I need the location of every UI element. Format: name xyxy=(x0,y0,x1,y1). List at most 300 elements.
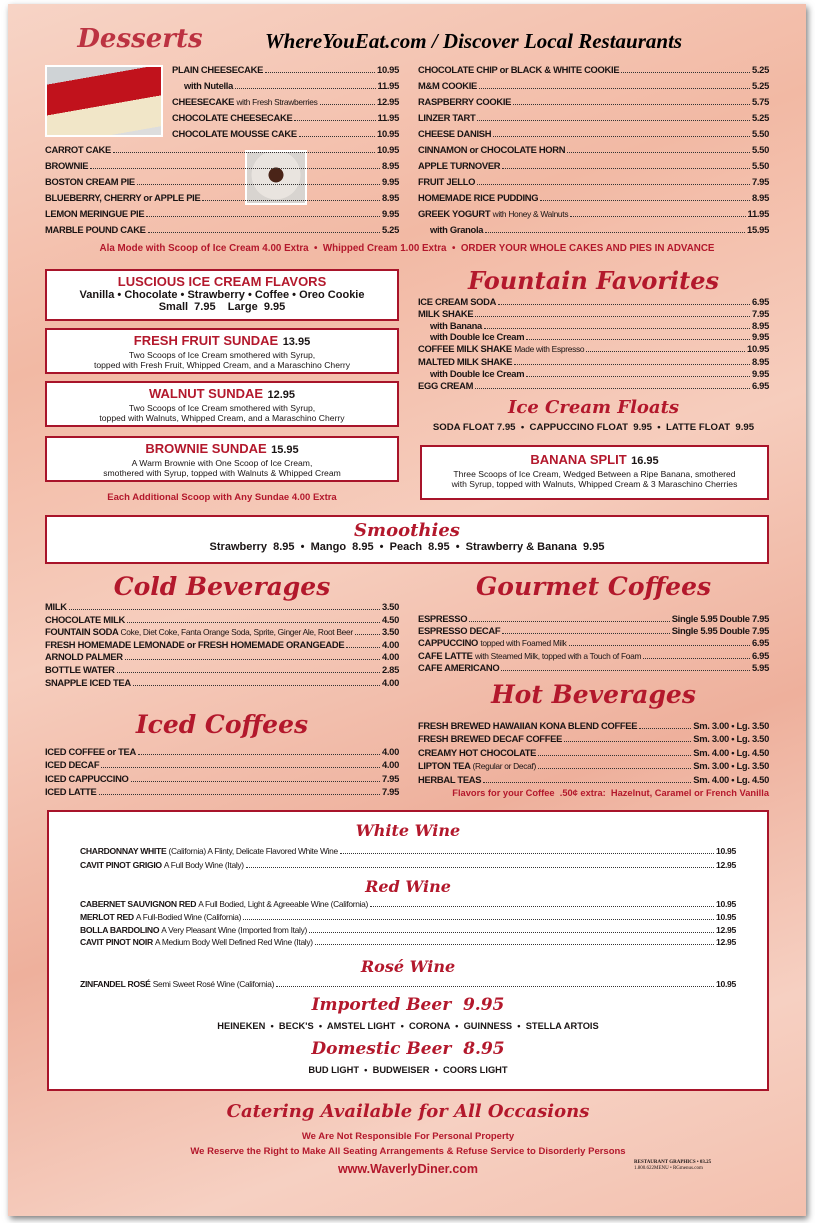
item-name-text: ESPRESSO DECAF xyxy=(418,625,501,637)
dot-leader xyxy=(294,120,375,121)
item-name xyxy=(418,773,481,786)
item-name-text: MILK xyxy=(45,601,67,612)
menu-item xyxy=(80,924,736,937)
item-name xyxy=(418,308,473,320)
item-name-text: CREAMY HOT CHOCOLATE xyxy=(418,746,537,758)
item-name-text: CHEESECAKE xyxy=(172,96,235,107)
item-description: A Full Bodied, Light & Agreeable Wine (California) xyxy=(198,899,369,909)
menu-item xyxy=(418,174,769,190)
item-name-text: CAPPUCCINO xyxy=(418,637,479,649)
item-price: 9.95 xyxy=(381,176,399,187)
item-name-text: CHARDONNAY WHITE xyxy=(80,846,167,856)
item-name-text: ARNOLD PALMER xyxy=(45,651,123,663)
menu-item xyxy=(418,142,769,158)
menu-item xyxy=(418,637,769,649)
item-name-text: MERLOT RED xyxy=(80,911,134,922)
item-name xyxy=(418,746,536,759)
item-name xyxy=(45,626,353,639)
item-name-text: with Double Ice Cream xyxy=(430,367,525,379)
dot-leader xyxy=(127,622,380,623)
item-price: 3.50 xyxy=(381,626,399,638)
menu-item xyxy=(45,626,399,639)
menu-item xyxy=(45,190,399,206)
item-price: 8.95 xyxy=(751,192,769,203)
item-name-text: PLAIN CHEESECAKE xyxy=(172,64,264,75)
menu-item xyxy=(172,110,399,126)
dot-leader xyxy=(315,944,714,945)
dot-leader xyxy=(538,768,691,769)
sundae-box xyxy=(45,381,399,427)
dot-leader xyxy=(586,351,745,352)
item-name-text: MILK SHAKE xyxy=(418,307,474,319)
item-name-text: MALTED MILK SHAKE xyxy=(418,355,513,367)
menu-item xyxy=(418,308,769,320)
item-name-text: FRUIT JELLO xyxy=(418,176,476,187)
item-price: 12.95 xyxy=(715,859,736,870)
catering-heading: Catering Available for All Occasions xyxy=(226,1101,590,1122)
banana-split-title: BANANA SPLIT xyxy=(530,452,627,467)
item-name xyxy=(80,845,338,859)
cold-beverages-heading: Cold Beverages xyxy=(113,572,331,601)
item-name-text: BROWNIE xyxy=(45,160,89,171)
item-name xyxy=(80,978,274,991)
dot-leader xyxy=(202,200,380,201)
item-price: Sm. 3.00 • Lg. 3.50 xyxy=(693,759,769,771)
item-name xyxy=(45,772,129,785)
menu-item xyxy=(418,356,769,368)
menu-item xyxy=(418,625,769,637)
sundae-box xyxy=(45,436,399,482)
menu-item xyxy=(418,190,769,206)
desserts-note: Ala Mode with Scoop of Ice Cream 4.00 Extra • Whipped Cream 1.00 Extra • ORDER YOUR WHOLE CAKES AND PIES IN ADVANCE xyxy=(99,243,715,254)
item-name-text: CHEESE DANISH xyxy=(418,128,492,139)
item-name xyxy=(80,911,241,924)
menu-item xyxy=(45,664,399,677)
menu-item xyxy=(418,320,769,332)
item-price: Sm. 4.00 • Lg. 4.50 xyxy=(693,774,769,786)
menu-item xyxy=(172,126,399,142)
dot-leader xyxy=(469,621,670,622)
item-name-text: BOSTON CREAM PIE xyxy=(45,176,135,187)
menu-item xyxy=(418,368,769,380)
dot-leader xyxy=(526,339,750,340)
dot-leader xyxy=(355,634,380,635)
item-description: A Very Pleasant Wine (Imported from Italy) xyxy=(161,924,307,935)
menu-item xyxy=(418,222,769,238)
menu-item xyxy=(418,759,769,773)
dot-leader xyxy=(69,609,380,610)
item-price: 11.95 xyxy=(377,80,399,91)
menu-item xyxy=(172,62,399,78)
item-price: 5.75 xyxy=(751,96,769,107)
item-description: with Fresh Strawberries xyxy=(236,97,318,107)
item-price: 7.95 xyxy=(381,772,399,784)
menu-item xyxy=(418,126,769,142)
banana-split-desc-1: Three Scoops of Ice Cream, Wedged Between a Ripe Banana, smothered xyxy=(453,469,736,479)
dot-leader xyxy=(570,216,745,217)
dot-leader xyxy=(569,645,750,646)
iced-coffees-list xyxy=(45,745,399,799)
hot-beverages-heading: Hot Beverages xyxy=(491,680,696,709)
item-price: 10.95 xyxy=(747,343,769,355)
item-name xyxy=(418,110,475,126)
menu-item xyxy=(418,78,769,94)
item-price: 10.95 xyxy=(377,128,399,139)
item-name xyxy=(80,859,244,873)
iced-coffees-heading: Iced Coffees xyxy=(135,710,309,739)
item-price: 10.95 xyxy=(715,846,736,856)
domestic-beer-heading: Domestic Beer 8.95 xyxy=(311,1039,505,1059)
item-price: 12.95 xyxy=(715,924,736,935)
item-name-text: CINNAMON or CHOCOLATE HORN xyxy=(418,144,566,155)
menu-item xyxy=(45,639,399,652)
menu-item xyxy=(418,719,769,732)
item-description: Made with Espresso xyxy=(514,344,585,355)
sundae-title: WALNUT SUNDAE xyxy=(148,386,264,401)
ice-cream-flavors: Vanilla • Chocolate • Strawberry • Coffee • Oreo Cookie xyxy=(79,289,365,301)
item-name xyxy=(418,719,637,732)
item-price: 4.00 xyxy=(381,676,399,688)
item-name-text: BLUEBERRY, CHERRY or APPLE PIE xyxy=(45,192,201,203)
dot-leader xyxy=(484,328,750,329)
item-name xyxy=(418,206,568,222)
item-name-text: GREEK YOGURT xyxy=(418,208,491,219)
item-price: 11.95 xyxy=(377,112,399,123)
dot-leader xyxy=(113,152,375,153)
dot-leader xyxy=(639,728,691,729)
item-description: Semi Sweet Rosé Wine (California) xyxy=(152,979,275,989)
item-name xyxy=(418,637,567,649)
item-name-text: EGG CREAM xyxy=(418,379,474,391)
dot-leader xyxy=(346,647,380,648)
dot-leader xyxy=(137,184,380,185)
item-name-text: MARBLE POUND CAKE xyxy=(45,224,146,235)
item-name xyxy=(418,662,499,674)
dot-leader xyxy=(148,232,380,233)
menu-item xyxy=(418,773,769,786)
item-name-text: CAVIT PINOT NOIR xyxy=(80,937,153,948)
item-name xyxy=(45,758,99,771)
dot-leader xyxy=(501,670,750,671)
smoothies-line: Strawberry 8.95 • Mango 8.95 • Peach 8.95 • Strawberry & Banana 9.95 xyxy=(209,541,605,553)
item-price: 8.95 xyxy=(751,355,769,367)
item-name xyxy=(430,320,482,332)
item-price: 10.95 xyxy=(715,899,736,909)
item-price: 5.25 xyxy=(751,80,769,91)
item-price: 4.50 xyxy=(381,613,399,625)
item-name xyxy=(45,142,111,158)
watermark-title: WhereYouEat.com / Discover Local Restaurants xyxy=(265,29,683,53)
dot-leader xyxy=(299,136,375,137)
menu-item xyxy=(45,614,399,627)
sundae-desc-2: topped with Fresh Fruit, Whipped Cream, and a Maraschino Cherry xyxy=(93,360,350,370)
domestic-beer-list: BUD LIGHT • BUDWEISER • COORS LIGHT xyxy=(308,1065,508,1075)
item-name-text: M&M COOKIE xyxy=(418,80,477,91)
item-name-text: with Double Ice Cream xyxy=(430,331,525,343)
dot-leader xyxy=(243,919,714,920)
item-name xyxy=(45,745,136,758)
item-price: 15.95 xyxy=(747,224,769,235)
item-price: 7.95 xyxy=(751,176,769,187)
item-price: 2.85 xyxy=(381,663,399,675)
menu-item xyxy=(418,206,769,222)
item-name xyxy=(418,356,512,368)
dot-leader xyxy=(567,152,750,153)
cold-beverages-list xyxy=(45,601,399,689)
dot-leader xyxy=(485,232,745,233)
dot-leader xyxy=(538,755,691,756)
gourmet-coffees-heading: Gourmet Coffees xyxy=(475,572,712,601)
dot-leader xyxy=(265,72,375,73)
item-name-text: with Nutella xyxy=(184,80,234,91)
fountain-heading: Fountain Favorites xyxy=(467,266,720,295)
item-name xyxy=(430,331,524,343)
dot-leader xyxy=(493,136,750,137)
dot-leader xyxy=(276,986,714,987)
item-name-text: LIPTON TEA xyxy=(418,759,471,771)
item-name-text: ICED LATTE xyxy=(45,786,97,798)
red-wine-list xyxy=(80,898,736,949)
item-name-text: LINZER TART xyxy=(418,112,476,123)
banana-split-box xyxy=(420,445,769,500)
coffee-flavors-note: Flavors for your Coffee .50¢ extra: Hazelnut, Caramel or French Vanilla xyxy=(452,788,769,799)
item-name-text: CARROT CAKE xyxy=(45,144,111,155)
menu-item xyxy=(418,732,769,745)
dot-leader xyxy=(117,672,380,673)
item-price: 6.95 xyxy=(751,649,769,661)
sundae-price: 13.95 xyxy=(282,336,311,348)
item-price: 12.95 xyxy=(715,937,736,948)
item-name xyxy=(418,78,477,94)
item-name xyxy=(80,924,307,937)
menu-item xyxy=(45,772,399,785)
item-name-text: HERBAL TEAS xyxy=(418,774,482,786)
imported-beer-list: HEINEKEN • BECK'S • AMSTEL LIGHT • CORONA • GUINNESS • STELLA ARTOIS xyxy=(217,1021,599,1031)
item-name xyxy=(418,650,641,662)
item-price: 5.50 xyxy=(751,128,769,139)
item-name xyxy=(430,222,483,238)
item-name xyxy=(45,174,135,190)
menu-item xyxy=(80,845,736,859)
item-price: 7.95 xyxy=(751,307,769,319)
item-price: 3.50 xyxy=(381,601,399,612)
menu-item xyxy=(45,677,399,690)
item-name-text: CHOCOLATE MOUSSE CAKE xyxy=(172,128,297,139)
menu-item xyxy=(418,158,769,174)
sundae-price: 15.95 xyxy=(271,444,299,456)
floats-line: SODA FLOAT 7.95 • CAPPUCCINO FLOAT 9.95 • LATTE FLOAT 9.95 xyxy=(432,422,755,433)
desserts-list-top xyxy=(172,62,399,142)
item-name-text: CHOCOLATE CHIP or BLACK & WHITE COOKIE xyxy=(418,64,620,75)
item-name xyxy=(418,126,491,142)
website-link[interactable]: www.WaverlyDiner.com xyxy=(337,1162,479,1176)
sundae-note: Each Additional Scoop with Any Sundae 4.00 Extra xyxy=(107,492,337,503)
dot-leader xyxy=(138,754,380,755)
item-price: 5.95 xyxy=(751,661,769,673)
item-name-text: CHOCOLATE CHEESECAKE xyxy=(172,112,293,123)
white-wine-list xyxy=(80,845,736,872)
item-name xyxy=(418,732,562,745)
sundae-desc-1: Two Scoops of Ice Cream smothered with Syrup, xyxy=(128,403,316,413)
dot-leader xyxy=(526,376,750,377)
menu-item xyxy=(45,601,399,614)
item-name xyxy=(418,62,619,78)
item-name-text: CAFE AMERICANO xyxy=(418,661,500,673)
item-name xyxy=(45,614,125,627)
desserts-list-bottom xyxy=(45,142,399,238)
item-name xyxy=(45,639,344,652)
sundae-header xyxy=(47,385,397,403)
item-description: topped with Foamed Milk xyxy=(480,638,567,649)
item-price: Single 5.95 Double 7.95 xyxy=(671,613,769,624)
item-name xyxy=(80,936,313,949)
item-price: Sm. 3.00 • Lg. 3.50 xyxy=(693,720,769,731)
item-price: 6.95 xyxy=(751,379,769,391)
item-name xyxy=(418,613,467,625)
item-name xyxy=(172,110,292,126)
dot-leader xyxy=(477,184,750,185)
item-price: 9.95 xyxy=(751,367,769,379)
menu-item xyxy=(45,206,399,222)
item-name xyxy=(418,142,565,158)
menu-item xyxy=(418,613,769,625)
gourmet-coffees-list xyxy=(418,613,769,674)
dot-leader xyxy=(90,168,380,169)
item-price: 9.95 xyxy=(751,331,769,343)
menu-item xyxy=(80,978,736,991)
item-name xyxy=(172,94,318,110)
dot-leader xyxy=(246,867,714,868)
banana-split-desc-2: with Syrup, topped with Walnuts, Whipped Cream & 3 Maraschino Cherries xyxy=(451,479,738,489)
item-name xyxy=(45,206,144,222)
item-name-text: APPLE TURNOVER xyxy=(418,160,501,171)
item-name-text: ESPRESSO xyxy=(418,613,468,624)
item-price: 4.00 xyxy=(381,638,399,650)
dot-leader xyxy=(340,853,714,854)
sundae-desc-1: Two Scoops of Ice Cream smothered with Syrup, xyxy=(128,350,316,360)
dot-leader xyxy=(498,304,750,305)
item-name-text: ICED COFFEE or TEA xyxy=(45,746,136,757)
item-price: 5.25 xyxy=(381,224,399,235)
sundae-box xyxy=(45,328,399,374)
sundae-title: BROWNIE SUNDAE xyxy=(145,441,267,456)
item-description: A Full Body Wine (Italy) xyxy=(163,859,244,870)
dot-leader xyxy=(477,120,749,121)
item-name xyxy=(45,651,123,664)
white-wine-heading: White Wine xyxy=(355,821,461,840)
item-description: A Full-Bodied Wine (California) xyxy=(135,911,242,922)
item-price: 6.95 xyxy=(751,296,769,307)
item-price: 4.00 xyxy=(381,746,399,757)
item-name-text: ICE CREAM SODA xyxy=(418,296,497,307)
ice-cream-title: LUSCIOUS ICE CREAM FLAVORS xyxy=(117,274,327,289)
rose-wine-list xyxy=(80,978,736,991)
item-name-text: FRESH HOMEMADE LEMONADE or FRESH HOMEMADE ORANGEADE xyxy=(45,638,345,650)
smoothies-box xyxy=(45,515,769,564)
item-name-text: ICED DECAF xyxy=(45,759,100,771)
item-name xyxy=(45,677,131,690)
dot-leader xyxy=(513,104,750,105)
item-name xyxy=(80,898,368,911)
printer-credit-1: RESTAURANT GRAPHICS • 03.25 xyxy=(634,1160,712,1165)
menu-item xyxy=(45,158,399,174)
dot-leader xyxy=(514,364,750,365)
item-name-text: FRESH BREWED HAWAIIAN KONA BLEND COFFEE xyxy=(418,720,638,731)
item-name-text: HOMEMADE RICE PUDDING xyxy=(418,192,539,203)
item-name-text: BOLLA BARDOLINO xyxy=(80,924,160,935)
red-wine-heading: Red Wine xyxy=(365,877,451,896)
dot-leader xyxy=(643,658,750,659)
item-description: (California) A Flinty, Delicate Flavored White Wine xyxy=(168,846,338,856)
menu-item xyxy=(45,222,399,238)
menu-item xyxy=(45,758,399,771)
menu-item xyxy=(45,651,399,664)
item-name xyxy=(45,601,67,614)
menu-item xyxy=(45,142,399,158)
dot-leader xyxy=(320,104,376,105)
dot-leader xyxy=(133,685,380,686)
item-name xyxy=(418,625,500,637)
footer-line-2: We Reserve the Right to Make All Seating Arrangements & Refuse Service to Disorderly Persons xyxy=(190,1146,626,1157)
dot-leader xyxy=(502,168,750,169)
item-name xyxy=(45,190,200,206)
banana-split-price: 16.95 xyxy=(631,455,659,467)
printer-credit xyxy=(634,1160,711,1172)
item-name-text: LEMON MERINGUE PIE xyxy=(45,208,145,219)
rose-wine-heading: Rosé Wine xyxy=(360,957,456,976)
menu-item xyxy=(172,78,399,94)
item-price: 5.25 xyxy=(751,112,769,123)
item-name-text: CAFE LATTE xyxy=(418,649,473,661)
smoothies-heading: Smoothies xyxy=(354,520,460,541)
dot-leader xyxy=(131,781,380,782)
sundae-header xyxy=(47,440,397,458)
sundae-price: 12.95 xyxy=(267,389,296,401)
item-name xyxy=(184,78,233,94)
item-name xyxy=(418,174,475,190)
item-name xyxy=(418,296,496,308)
item-price: 10.95 xyxy=(715,979,736,989)
sundae-title: FRESH FRUIT SUNDAE xyxy=(133,333,279,348)
item-price: 8.95 xyxy=(381,160,399,171)
desserts-heading: Desserts xyxy=(77,24,203,54)
item-description: with Steamed Milk, topped with a Touch of Foam xyxy=(474,650,642,661)
item-name-text: FOUNTAIN SODA xyxy=(45,626,119,638)
item-price: 4.00 xyxy=(381,651,399,663)
menu-item xyxy=(418,650,769,662)
item-name-text: CAVIT PINOT GRIGIO xyxy=(80,859,162,870)
menu-item xyxy=(45,174,399,190)
item-name-text: BOTTLE WATER xyxy=(45,663,115,675)
menu-item xyxy=(172,94,399,110)
menu-item xyxy=(80,859,736,873)
item-name-text: with Banana xyxy=(430,319,482,331)
menu-item xyxy=(80,898,736,911)
dot-leader xyxy=(483,782,691,783)
sundae-desc-2: smothered with Syrup, topped with Walnuts & Whipped Cream xyxy=(103,468,341,478)
item-price: 10.95 xyxy=(377,64,399,75)
item-name-text: FRESH BREWED DECAF COFFEE xyxy=(418,733,563,745)
item-price: Sm. 3.00 • Lg. 3.50 xyxy=(693,733,769,745)
item-name xyxy=(45,785,97,798)
item-name xyxy=(418,158,500,174)
item-name xyxy=(172,126,297,142)
menu-item xyxy=(418,110,769,126)
item-price: Sm. 4.00 • Lg. 4.50 xyxy=(693,746,769,758)
dot-leader xyxy=(621,72,750,73)
item-price: 5.50 xyxy=(751,160,769,171)
dot-leader xyxy=(370,906,714,907)
